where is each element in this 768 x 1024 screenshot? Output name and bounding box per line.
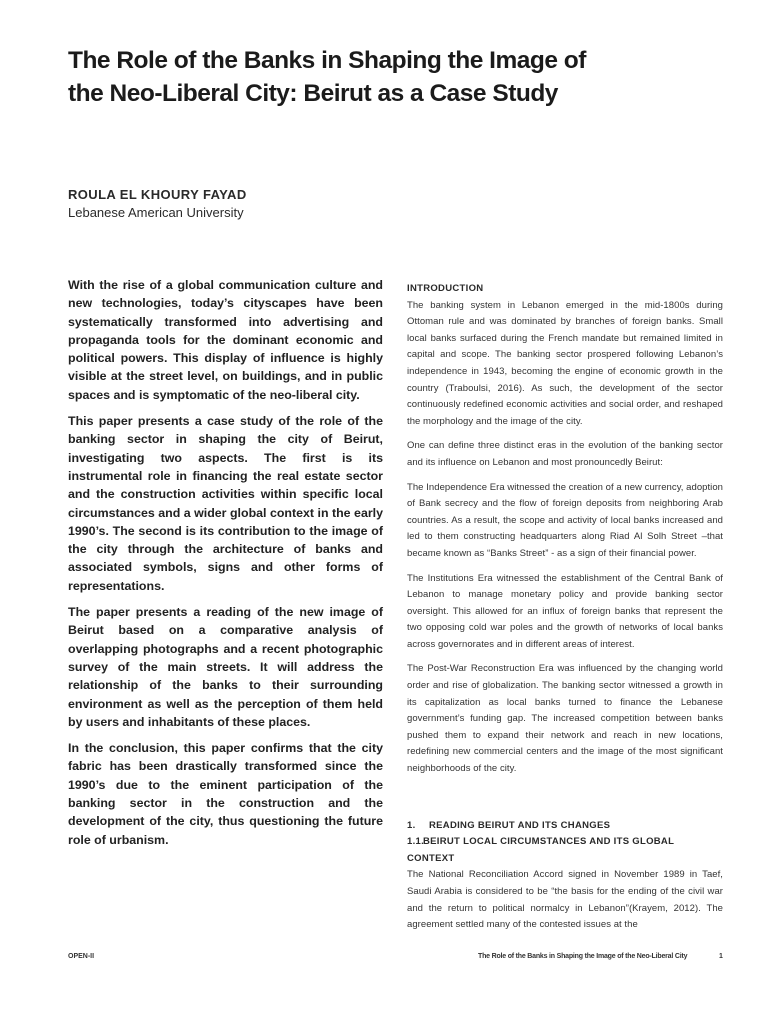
section-1-1-title: BEIRUT LOCAL CIRCUMSTANCES AND ITS GLOBAL CONTEXT — [407, 836, 675, 864]
section-1-1-number: 1.1. — [407, 836, 425, 848]
section-1-1-heading — [407, 834, 723, 867]
abstract-paragraph: The paper presents a reading of the new image of Beirut based on a comparative analysis of overlapping photographs and a recent photographic survey of the main streets. It will address the relationship of the banks to their surrounding environment as well as the perception of them held by users and inhabitants of these places. — [68, 605, 383, 729]
title-line-2: the Neo-Liberal City: Beirut as a Case Study — [68, 80, 558, 107]
introduction-heading: INTRODUCTION — [407, 283, 484, 294]
author-affiliation: Lebanese American University — [68, 205, 244, 220]
section-1-heading — [407, 818, 723, 835]
body-paragraph: The Post-War Reconstruction Era was influenced by the changing world order and rise of globalization. The banking sector witnessed a growth in its capitalization as local banks turned to finance the Lebanese government’s funding gap. The increased competition between banks pushed them to expand their network and reach in new locations, redefining new commercial centers and the image of the most significant neighborhoods of the city. — [407, 663, 723, 775]
footer-running-title: The Role of the Banks in Shaping the Image of the Neo-Liberal City — [478, 953, 688, 960]
body-paragraph: The banking system in Lebanon emerged in the mid-1800s during Ottoman rule and was dominated by branches of foreign banks. Small local banks surfaced during the French mandate but remained limited in capital and scope. The banking sector prospered following Lebanon’s independence in 1943, becoming the engine of economic growth in the country (Traboulsi, 2016). As such, the development of the sector continuously redefined economic activities and social order, and reshaped the morphology and the image of the city. — [407, 299, 723, 427]
title-line-1: The Role of the Banks in Shaping the Image of — [68, 47, 586, 74]
body-paragraph: The Institutions Era witnessed the establishment of the Central Bank of Lebanon to manage monetary policy and provide banking sector oversight. This allowed for an influx of foreign banks that represent the two opposing cold war poles and the growth of networks of local banks across governorates and in different areas of interest. — [407, 572, 723, 650]
body-column — [407, 281, 723, 942]
abstract-paragraph: In the conclusion, this paper confirms that the city fabric has been drastically transformed since the 1990’s due to the eminent participation of the banking sector in the construction and the development of the city, thus questioning the future role of urbanism. — [68, 741, 383, 847]
abstract-paragraph: This paper presents a case study of the role of the banking sector in shaping the city of Beirut, investigating two aspects. The first is its instrumental role in financing the real estate sector and the construction activities within specific local circumstances and a wider global context in the early 1990’s. The second is its contribution to the image of the city through the architecture of banks and associated symbols, signs and other forms of representations. — [68, 414, 383, 593]
body-paragraph: The National Reconciliation Accord signed in November 1989 in Taef, Saudi Arabia is considered to be “the basis for the ending of the civil war and the return to political normalcy in Lebanon”(Krayem, 2012). The agreement settled many of the contested issues at the — [407, 869, 723, 931]
footer-journal: OPEN-II — [68, 953, 95, 960]
section-1-number: 1. — [407, 819, 416, 831]
body-paragraph: The Independence Era witnessed the creation of a new currency, adoption of Bank secrecy and the flow of foreign deposits from neighboring Arab countries. As a result, the scope and activity of local banks increased and led to them constructing headquarters along Riad Al Solh Street –that became known as “Banks Street” - as a sign of their financial power. — [407, 481, 724, 559]
abstract-paragraph: With the rise of a global communication culture and new technologies, today’s cityscapes have been systematically transformed into advertising and propaganda tools for the dominant economic and political powers. This display of influence is highly visible at the street level, on buildings, and in public spaces and is symptomatic of the neo-liberal city. — [68, 278, 383, 402]
paper-title — [68, 44, 708, 110]
author-name: ROULA EL KHOURY FAYAD — [68, 187, 247, 202]
page-number: 1 — [719, 953, 723, 960]
section-1-title: READING BEIRUT AND ITS CHANGES — [429, 819, 611, 831]
abstract — [68, 276, 383, 857]
body-paragraph: One can define three distinct eras in the evolution of the banking sector and its influence on Lebanon and most pronouncedly Beirut: — [407, 440, 723, 468]
